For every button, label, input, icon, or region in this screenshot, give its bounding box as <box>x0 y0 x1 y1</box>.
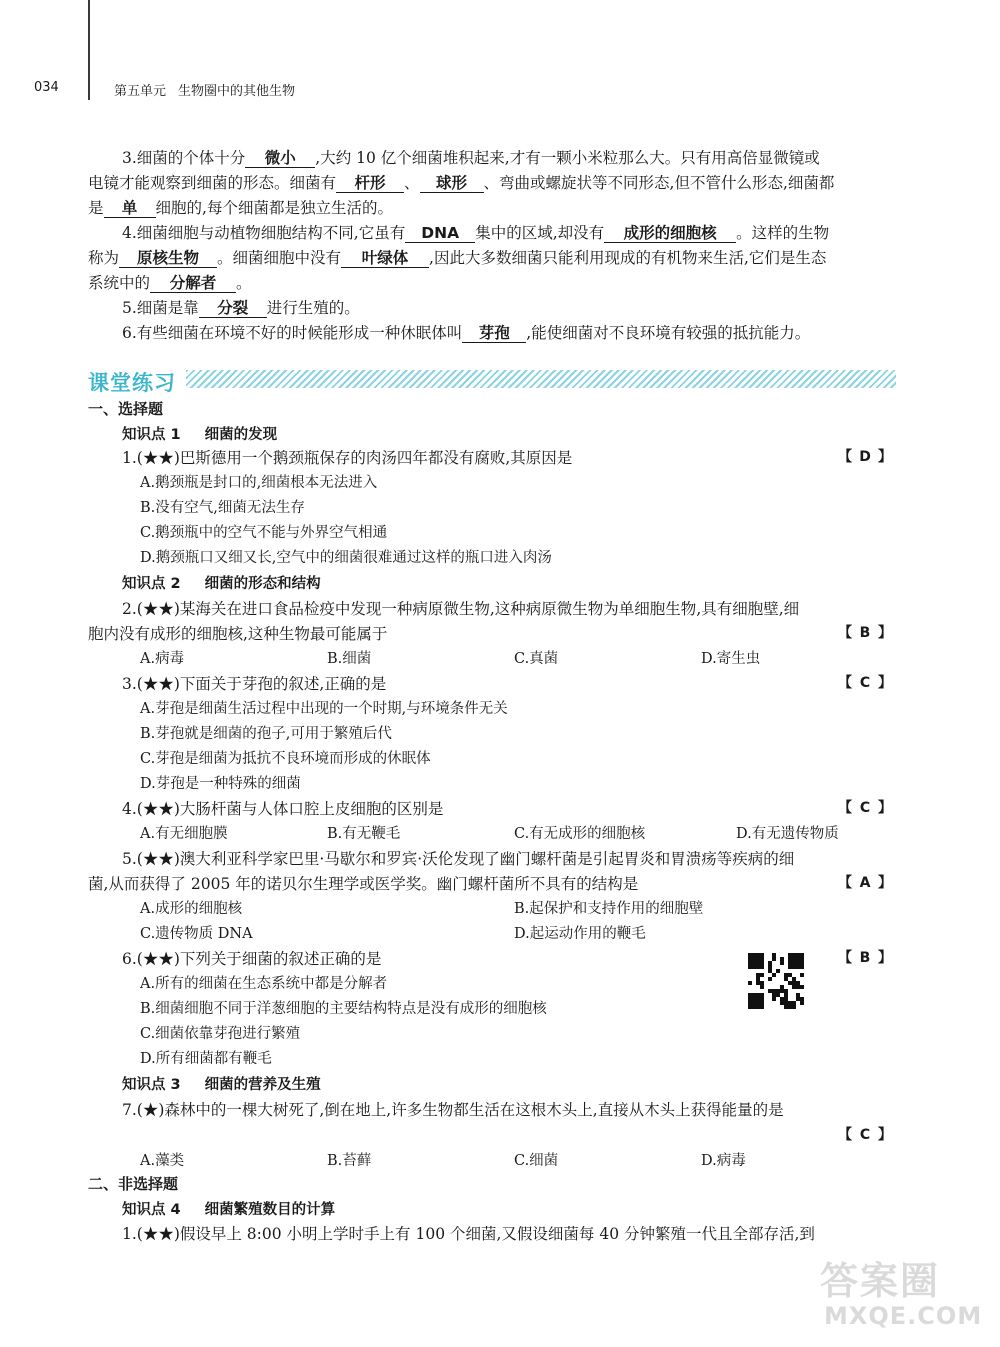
option: D.有无遗传物质 <box>736 826 839 842</box>
kp-number: 知识点 2 <box>122 576 181 592</box>
option: C.细菌 <box>514 1153 559 1169</box>
option: B.细菌细胞不同于洋葱细胞的主要结构特点是没有成形的细胞核 <box>140 1001 547 1017</box>
text: 电镜才能观察到细菌的形态。细菌有 <box>88 174 337 192</box>
answer-letter: C <box>859 800 871 816</box>
answer-letter: D <box>859 449 871 465</box>
fill-q6 <box>122 321 810 343</box>
option: A.成形的细胞核 <box>140 901 243 917</box>
text: 系统中的 <box>88 274 151 292</box>
answer-letter: C <box>859 675 871 691</box>
q7-answer <box>838 1124 892 1144</box>
qr-module <box>772 957 776 961</box>
qr-module <box>748 981 752 985</box>
answer-letter: A <box>859 875 871 891</box>
option: B.没有空气,细菌无法生存 <box>140 500 305 516</box>
bracket: 】 <box>878 625 892 641</box>
q3-stem: 3.(★★)下面关于芽孢的叙述,正确的是 <box>122 675 387 693</box>
knowledge-point-3 <box>122 1073 321 1094</box>
qr-module <box>760 1005 764 1009</box>
text: ,因此大多数细菌只能利用现成的有机物来生活,它们是生态 <box>429 249 827 267</box>
bracket: 【 <box>838 449 852 465</box>
qr-module <box>772 997 776 1001</box>
answer-blank: 芽孢 <box>462 325 526 343</box>
option: D.起运动作用的鞭毛 <box>514 926 646 942</box>
qr-code-icon[interactable] <box>748 953 804 1009</box>
text: 集中的区域,却没有 <box>475 224 605 242</box>
answer-blank: 成形的细胞核 <box>604 225 736 243</box>
option: B.有无鞭毛 <box>327 826 401 842</box>
kp-title: 细菌的形态和结构 <box>204 576 321 592</box>
option: A.病毒 <box>140 651 185 667</box>
option: A.有无细胞膜 <box>140 826 228 842</box>
fill-q4-line2 <box>88 246 826 268</box>
text: 。这样的生物 <box>736 224 830 242</box>
fill-q4-line3 <box>88 271 252 293</box>
text: 5.细菌是靠 <box>122 299 199 317</box>
qr-module <box>800 973 804 977</box>
option: C.遗传物质 DNA <box>140 926 253 942</box>
q2-answer <box>838 622 892 642</box>
option: D.病毒 <box>701 1153 746 1169</box>
bracket: 【 <box>838 875 852 891</box>
bracket: 【 <box>838 1127 852 1143</box>
answer-letter: B <box>859 625 871 641</box>
option: C.真菌 <box>514 651 559 667</box>
part2-heading: 二、非选择题 <box>88 1175 179 1193</box>
answer-blank: 球形 <box>420 175 484 193</box>
option: B.起保护和支持作用的细胞壁 <box>514 901 704 917</box>
answer-letter: C <box>859 1127 871 1143</box>
knowledge-point-1 <box>122 423 277 444</box>
text: 称为 <box>88 249 120 267</box>
q7-stem: 7.(★)森林中的一棵大树死了,倒在地上,许多生物都生活在这根木头上,直接从木头上获得能量的是 <box>122 1101 784 1119</box>
answer-blank: 杆形 <box>336 175 404 193</box>
option: A.所有的细菌在生态系统中都是分解者 <box>140 976 388 992</box>
q2-stem-line2: 胞内没有成形的细胞核,这种生物最可能属于 <box>88 625 388 643</box>
bracket: 【 <box>838 950 852 966</box>
unit-label: 第五单元 <box>114 84 167 99</box>
option: D.所有细菌都有鞭毛 <box>140 1051 272 1067</box>
page-number: 034 <box>34 80 59 95</box>
qr-module <box>800 985 804 989</box>
qr-module <box>776 969 780 973</box>
qr-module <box>772 973 776 977</box>
option: A.鹅颈瓶是封口的,细菌根本无法进入 <box>140 475 378 491</box>
qr-module <box>792 1005 796 1009</box>
fill-q5 <box>122 296 360 318</box>
option: B.苔藓 <box>327 1153 372 1169</box>
q2-stem-line1: 2.(★★)某海关在进口食品检疫中发现一种病原微生物,这种病原微生物为单细胞生物,具有细胞壁,细 <box>122 600 800 618</box>
text: 。细菌细胞中没有 <box>217 249 342 267</box>
answer-blank: 单 <box>104 200 156 218</box>
q4-answer <box>838 797 892 817</box>
kp-number: 知识点 1 <box>122 427 181 443</box>
option: A.芽孢是细菌生活过程中出现的一个时期,与环境条件无关 <box>140 701 508 717</box>
bracket: 【 <box>838 800 852 816</box>
bracket: 【 <box>838 625 852 641</box>
text: 、 <box>404 174 420 192</box>
qr-module <box>760 973 764 977</box>
unit-heading <box>114 80 307 99</box>
knowledge-point-2 <box>122 572 321 593</box>
option: A.藻类 <box>140 1153 185 1169</box>
section-title: 课堂练习 <box>88 371 176 395</box>
kp-title: 细菌繁殖数目的计算 <box>204 1202 336 1218</box>
fill-q3-line2 <box>88 171 834 193</box>
option: C.鹅颈瓶中的空气不能与外界空气相通 <box>140 525 388 541</box>
answer-blank: DNA <box>405 225 475 243</box>
answer-blank: 分解者 <box>150 275 236 293</box>
bracket: 】 <box>878 950 892 966</box>
text: 是 <box>88 199 104 217</box>
qr-module <box>780 961 784 965</box>
bracket: 】 <box>878 800 892 816</box>
watermark-logo: 答案圈 <box>820 1259 941 1303</box>
q6-stem: 6.(★★)下列关于细菌的叙述正确的是 <box>122 950 382 968</box>
option: C.有无成形的细胞核 <box>514 826 646 842</box>
kp-number: 知识点 4 <box>122 1202 181 1218</box>
text: 3.细菌的个体十分 <box>122 149 246 167</box>
text: 进行生殖的。 <box>266 299 360 317</box>
q1-answer <box>838 446 892 466</box>
option: C.细菌依靠芽孢进行繁殖 <box>140 1026 301 1042</box>
q4-stem: 4.(★★)大肠杆菌与人体口腔上皮细胞的区别是 <box>122 800 444 818</box>
bracket: 】 <box>878 875 892 891</box>
text: ,大约 10 亿个细菌堆积起来,才有一颗小米粒那么大。只有用高倍显微镜或 <box>315 149 820 167</box>
bracket: 】 <box>878 449 892 465</box>
qr-module <box>800 1001 804 1005</box>
knowledge-point-4 <box>122 1198 335 1219</box>
qr-module <box>760 985 764 989</box>
q3-answer <box>838 672 892 692</box>
text: 、弯曲或螺旋状等不同形态,但不管什么形态,细菌都 <box>483 174 835 192</box>
answer-blank: 微小 <box>245 150 315 168</box>
q5-answer <box>838 872 892 892</box>
margin-rule <box>88 0 90 100</box>
answer-blank: 分裂 <box>199 300 267 318</box>
option: C.芽孢是细菌为抵抗不良环境而形成的休眠体 <box>140 751 431 767</box>
text: 4.细菌细胞与动植物细胞结构不同,它虽有 <box>122 224 406 242</box>
q6-answer <box>838 947 892 967</box>
qr-module <box>768 977 772 981</box>
q5-stem-line2: 菌,从而获得了 2005 年的诺贝尔生理学或医学奖。幽门螺杆菌所不具有的结构是 <box>88 875 639 893</box>
answer-blank: 原核生物 <box>119 250 217 268</box>
q5-stem-line1: 5.(★★)澳大利亚科学家巴里·马歇尔和罗宾·沃伦发现了幽门螺杆菌是引起胃炎和胃溃疡等疾病的细 <box>122 850 795 868</box>
bracket: 【 <box>838 675 852 691</box>
fill-q3-line3 <box>88 196 393 218</box>
part1-heading: 一、选择题 <box>88 400 164 418</box>
fill-q3-line1 <box>122 146 820 168</box>
bracket: 】 <box>878 1127 892 1143</box>
fill-q4-line1 <box>122 221 829 243</box>
text: 。 <box>236 274 252 292</box>
text: 6.有些细菌在环境不好的时候能形成一种休眠体叫 <box>122 324 463 342</box>
option: B.细菌 <box>327 651 372 667</box>
kp-title: 细菌的营养及生殖 <box>204 1077 321 1093</box>
section-band <box>186 370 896 388</box>
q1-stem: 1.(★★)巴斯德用一个鹅颈瓶保存的肉汤四年都没有腐败,其原因是 <box>122 449 573 467</box>
bracket: 】 <box>878 675 892 691</box>
kp-title: 细菌的发现 <box>204 427 278 443</box>
text: ,能使细菌对不良环境有较强的抵抗能力。 <box>526 324 811 342</box>
qr-module <box>760 965 764 969</box>
qr-module <box>800 965 804 969</box>
watermark-url: MXQE.COM <box>824 1302 983 1330</box>
option: D.寄生虫 <box>701 651 761 667</box>
unit-title: 生物圈中的其他生物 <box>178 84 296 99</box>
nq1-stem: 1.(★★)假设早上 8:00 小明上学时手上有 100 个细菌,又假设细菌每 40 分钟繁殖一代且全部存活,到 <box>122 1225 815 1243</box>
option: D.鹅颈瓶口又细又长,空气中的细菌很难通过这样的瓶口进入肉汤 <box>140 550 552 566</box>
text: 细胞的,每个细菌都是独立生活的。 <box>155 199 393 217</box>
answer-letter: B <box>859 950 871 966</box>
kp-number: 知识点 3 <box>122 1077 181 1093</box>
option: B.芽孢就是细菌的孢子,可用于繁殖后代 <box>140 726 392 742</box>
watermark <box>820 1250 983 1340</box>
option: D.芽孢是一种特殊的细菌 <box>140 776 301 792</box>
answer-blank: 叶绿体 <box>341 250 429 268</box>
